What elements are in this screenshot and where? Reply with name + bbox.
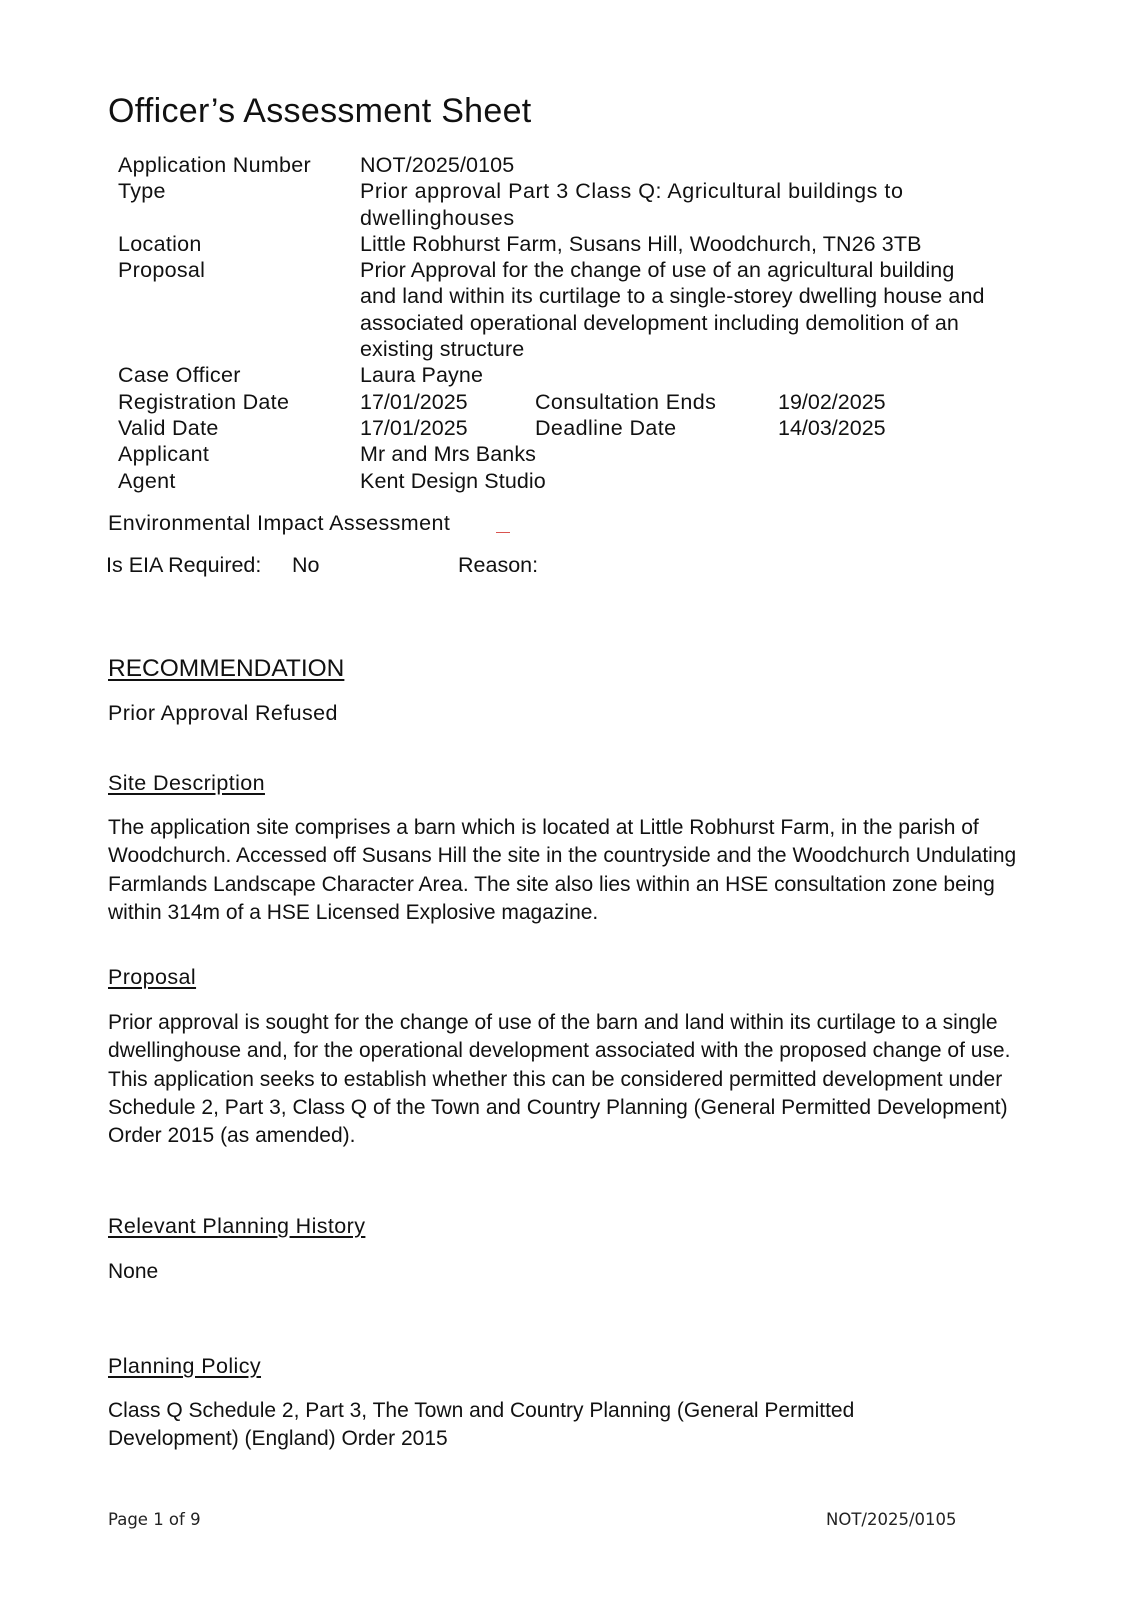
page-title: Officer’s Assessment Sheet bbox=[108, 92, 532, 130]
case-officer-row bbox=[118, 362, 1000, 388]
eia-answer: No bbox=[292, 553, 320, 577]
application-number-label: Application Number bbox=[118, 153, 312, 177]
planning-history-text: None bbox=[108, 1260, 159, 1283]
footer-reference: NOT/2025/0105 bbox=[826, 1510, 957, 1529]
proposal-heading: Proposal bbox=[108, 965, 197, 989]
proposal-text: Prior approval is sought for the change of use of the barn and land within its curtilage to a single dwellinghouse and, for the operational development associated with the proposed change of use. This application seeks to establish whether this can be considered permitted development under Schedule 2, Part 3, Class Q of the Town and Country Planning (General Permitted Development) Order 2015 (as amended). bbox=[108, 1011, 1011, 1148]
valid-date-value: 17/01/2025 bbox=[360, 415, 468, 440]
registration-date-values bbox=[360, 389, 1000, 415]
applicant-row bbox=[118, 441, 1000, 467]
recommendation-heading: RECOMMENDATION bbox=[108, 655, 345, 682]
proposal-value: Prior Approval for the change of use of an agricultural building and land within its curtilage to a single-storey dwelling house and associated operational development including demolition of an existing structure bbox=[360, 258, 985, 362]
agent-value: Kent Design Studio bbox=[360, 468, 546, 493]
proposal-label: Proposal bbox=[118, 258, 206, 283]
application-number-value: NOT/2025/0105 bbox=[360, 153, 515, 177]
site-description-text: The application site comprises a barn which is located at Little Robhurst Farm, in the parish of Woodchurch. Accessed off Susans Hill the site in the countryside and the Woodchurch Undulating Farmlands Landscape Character Area. The site also lies within an HSE consultation zone being within 314m of a HSE Licensed Explosive magazine. bbox=[108, 816, 1017, 924]
agent-label: Agent bbox=[118, 468, 176, 493]
valid-date-row bbox=[118, 415, 1000, 441]
eia-heading: Environmental Impact Assessment bbox=[108, 511, 451, 535]
footer-page-number: Page 1 of 9 bbox=[108, 1510, 201, 1529]
type-value: Prior approval Part 3 Class Q: Agricultural buildings to dwellinghouses bbox=[360, 179, 904, 230]
consultation-ends-value: 19/02/2025 bbox=[778, 389, 886, 414]
case-officer-label: Case Officer bbox=[118, 363, 241, 388]
site-description-heading: Site Description bbox=[108, 771, 265, 795]
applicant-value: Mr and Mrs Banks bbox=[360, 442, 537, 467]
recommendation-text: Prior Approval Refused bbox=[108, 701, 338, 725]
agent-row bbox=[118, 468, 1000, 494]
application-details bbox=[118, 152, 1000, 494]
planning-policy-text: Class Q Schedule 2, Part 3, The Town and Country Planning (General Permitted Development) (England) Order 2015 bbox=[108, 1399, 855, 1451]
location-value: Little Robhurst Farm, Susans Hill, Woodchurch, TN26 3TB bbox=[360, 231, 922, 256]
planning-policy-heading: Planning Policy bbox=[108, 1354, 262, 1378]
consultation-ends-label: Consultation Ends bbox=[535, 389, 717, 414]
applicant-label: Applicant bbox=[118, 442, 210, 467]
type-row bbox=[118, 178, 1000, 231]
eia-heading-mark bbox=[496, 532, 510, 533]
planning-history-heading: Relevant Planning History bbox=[108, 1214, 366, 1238]
registration-date-value: 17/01/2025 bbox=[360, 389, 468, 414]
deadline-date-value: 14/03/2025 bbox=[778, 415, 886, 440]
type-label: Type bbox=[118, 179, 166, 204]
registration-date-row bbox=[118, 389, 1000, 415]
location-row bbox=[118, 231, 1000, 257]
valid-date-values bbox=[360, 415, 1000, 441]
valid-date-label: Valid Date bbox=[118, 415, 219, 440]
registration-date-label: Registration Date bbox=[118, 389, 290, 414]
application-number-row bbox=[118, 152, 1000, 178]
proposal-row bbox=[118, 257, 1000, 362]
eia-reason-label: Reason: bbox=[458, 553, 539, 577]
eia-question: Is EIA Required: bbox=[106, 553, 262, 577]
case-officer-value: Laura Payne bbox=[360, 363, 484, 388]
deadline-date-label: Deadline Date bbox=[535, 415, 677, 440]
location-label: Location bbox=[118, 231, 202, 256]
